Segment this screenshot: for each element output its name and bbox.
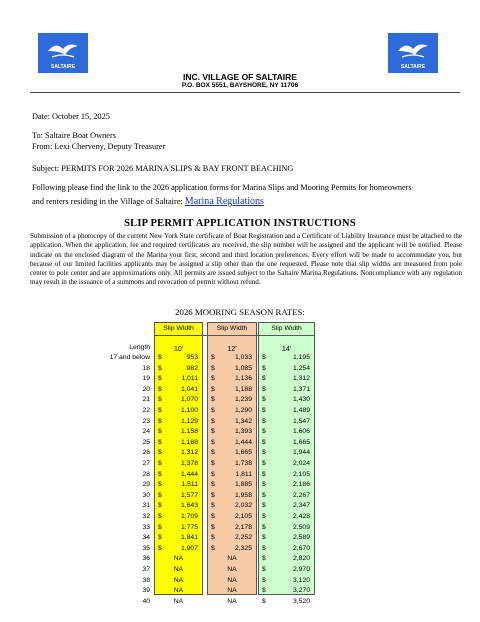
rate-cell: 1,100	[180, 407, 198, 414]
length-cell: 33	[142, 523, 150, 531]
currency-symbol: $	[262, 544, 266, 552]
currency-symbol: $	[211, 470, 215, 478]
currency-symbol: $	[262, 417, 266, 425]
currency-symbol: $	[211, 375, 215, 383]
length-cell: 18	[142, 364, 150, 372]
currency-symbol: $	[262, 513, 266, 520]
letter-subject: Subject: PERMITS FOR 2026 MARINA SLIPS & BAY FRONT BEACHING	[32, 164, 294, 173]
rate-cell: 1,430	[292, 396, 310, 404]
currency-symbol: $	[158, 460, 162, 467]
rate-cell: 2,509	[292, 523, 310, 531]
rate-cell: 1,811	[235, 470, 252, 478]
rate-cell: 1,547	[292, 417, 310, 425]
rate-cell: 2,105	[292, 470, 310, 478]
rate-cell: 3,120	[292, 576, 310, 584]
length-cell: 25	[142, 438, 150, 446]
length-cell: 20	[142, 385, 150, 393]
rate-cell: NA	[173, 555, 184, 563]
letter-to: To: Saltaire Boat Owners	[32, 131, 116, 140]
letterhead-title: INC. VILLAGE OF SALTAIRE	[183, 72, 297, 82]
length-cell: 22	[142, 407, 150, 414]
length-cell: 26	[142, 449, 150, 457]
currency-symbol: $	[158, 364, 162, 372]
rate-cell: 2,670	[292, 544, 310, 552]
rate-cell: 1,511	[181, 481, 198, 489]
column-header: Slip Width	[163, 325, 194, 332]
currency-symbol: $	[211, 417, 215, 425]
currency-symbol: $	[211, 544, 215, 552]
length-cell: 36	[142, 555, 150, 563]
rate-cell: 2,820	[292, 555, 310, 563]
rate-cell: 1,342	[234, 417, 252, 425]
currency-symbol: $	[262, 481, 266, 489]
currency-symbol: $	[262, 502, 266, 510]
rate-cell: 1,033	[234, 354, 252, 361]
length-cell: 38	[142, 576, 150, 584]
length-cell: 24	[142, 428, 150, 436]
rate-cell: 953	[186, 354, 198, 361]
rate-cell: 1,958	[234, 491, 252, 499]
column-header: Slip Width	[271, 325, 302, 332]
currency-symbol: $	[262, 555, 266, 563]
rate-cell: 1,011	[181, 375, 198, 383]
length-cell: 27	[142, 460, 150, 467]
currency-symbol: $	[211, 523, 215, 531]
currency-symbol: $	[158, 354, 162, 361]
rate-cell: 2,252	[234, 534, 252, 542]
currency-symbol: $	[262, 566, 266, 573]
currency-symbol: $	[262, 597, 266, 605]
svg-text:SALTAIRE: SALTAIRE	[400, 64, 426, 70]
rate-cell: 1,195	[292, 354, 310, 361]
rate-cell: 1,606	[292, 428, 310, 436]
currency-symbol: $	[158, 534, 162, 542]
rate-cell: 3,520	[292, 597, 310, 605]
rate-cell: 1,041	[180, 385, 198, 393]
rate-cell: NA	[173, 566, 184, 573]
currency-symbol: $	[262, 428, 266, 436]
length-cell: 37	[142, 566, 150, 573]
currency-symbol: $	[262, 491, 266, 499]
rate-cell: 1,312	[180, 449, 198, 457]
currency-symbol: $	[158, 428, 162, 436]
rate-cell: 2,428	[292, 513, 310, 520]
currency-symbol: $	[158, 375, 162, 383]
rate-cell: 2,024	[292, 460, 310, 467]
length-cell: 29	[142, 481, 150, 489]
rate-cell: 1,444	[234, 438, 252, 446]
currency-symbol: $	[262, 438, 266, 446]
currency-symbol: $	[211, 460, 215, 467]
rate-column-1	[154, 322, 203, 595]
currency-symbol: $	[158, 438, 162, 446]
currency-symbol: $	[158, 449, 162, 457]
currency-symbol: $	[211, 513, 215, 520]
currency-symbol: $	[211, 438, 215, 446]
column-header: Slip Width	[216, 325, 248, 332]
length-cell: 35	[142, 544, 150, 552]
header-divider-line	[154, 335, 315, 336]
village-logo-left	[38, 33, 88, 73]
rate-column-2	[207, 322, 257, 595]
length-cell: 31	[142, 502, 150, 510]
rate-cell: NA	[173, 576, 184, 584]
currency-symbol: $	[211, 364, 215, 372]
currency-symbol: $	[262, 576, 266, 584]
length-cell: 17 and below	[109, 354, 150, 361]
letter-body-line-2	[32, 196, 264, 207]
rate-cell: 982	[186, 364, 198, 372]
slip-width-value: 10'	[173, 344, 184, 353]
village-logo-right	[388, 33, 438, 73]
gull-icon	[38, 33, 88, 73]
rate-cell: 1,393	[234, 428, 252, 436]
header-divider	[30, 92, 460, 93]
currency-symbol: $	[211, 534, 215, 542]
rate-cell: 2,325	[234, 544, 252, 552]
rate-cell: NA	[227, 566, 237, 573]
currency-symbol: $	[262, 470, 266, 478]
rate-cell: 1,254	[292, 364, 310, 372]
length-cell: 39	[142, 587, 150, 595]
rate-cell: 1,577	[180, 491, 198, 499]
rate-cell: 1,944	[292, 449, 310, 457]
currency-symbol: $	[262, 523, 266, 531]
letter-body-line-2-text: and renters residing in the Village of Saltaire:	[32, 197, 185, 206]
slip-width-value: 12'	[227, 344, 237, 353]
currency-symbol: $	[262, 354, 266, 361]
rate-column-3	[258, 322, 315, 595]
currency-symbol: $	[158, 523, 162, 531]
currency-symbol: $	[211, 354, 215, 361]
rate-cell: 1,665	[292, 438, 310, 446]
rate-cell: 2,186	[292, 481, 310, 489]
length-label: Length	[129, 344, 150, 351]
rate-cell: 1,371	[292, 385, 310, 393]
rate-cell: 1,085	[234, 364, 252, 372]
rate-cell: 3,270	[292, 587, 310, 595]
currency-symbol: $	[158, 513, 162, 520]
rate-cell: 1,841	[180, 534, 198, 542]
rate-cell: 1,070	[180, 396, 198, 404]
length-cell: 40	[142, 597, 150, 605]
rate-cell: 1,188	[180, 438, 198, 446]
currency-symbol: $	[158, 491, 162, 499]
rate-cell: 2,105	[234, 513, 252, 520]
currency-symbol: $	[211, 502, 215, 510]
rate-cell: NA	[227, 587, 237, 595]
currency-symbol: $	[211, 491, 215, 499]
currency-symbol: $	[262, 587, 266, 595]
currency-symbol: $	[158, 417, 162, 425]
rate-cell: 1,775	[180, 523, 198, 531]
currency-symbol: $	[211, 428, 215, 436]
marina-regulations-link[interactable]: Marina Regulations	[184, 196, 264, 207]
length-cell: 28	[142, 470, 150, 478]
rate-cell: 1,665	[234, 449, 252, 457]
length-cell: 19	[142, 375, 150, 383]
letter-from: From: Lexi Cherveny, Deputy Treasurer	[32, 142, 166, 151]
slip-width-value: 14'	[281, 344, 292, 353]
currency-symbol: $	[262, 375, 266, 383]
rate-cell: 1,907	[180, 544, 198, 552]
rate-cell: NA	[173, 597, 184, 605]
rate-cell: NA	[227, 597, 237, 605]
rate-cell: NA	[227, 576, 237, 584]
rate-cell: 1,188	[234, 385, 252, 393]
currency-symbol: $	[211, 449, 215, 457]
currency-symbol: $	[211, 385, 215, 393]
currency-symbol: $	[262, 460, 266, 467]
gull-icon	[388, 33, 438, 73]
currency-symbol: $	[158, 385, 162, 393]
rate-cell: 1,643	[180, 502, 198, 510]
length-cell: 32	[142, 513, 150, 520]
currency-symbol: $	[262, 364, 266, 372]
currency-symbol: $	[262, 407, 266, 414]
currency-symbol: $	[158, 502, 162, 510]
rate-cell: 2,589	[292, 534, 310, 542]
currency-symbol: $	[262, 534, 266, 542]
rate-cell: 1,444	[180, 470, 198, 478]
length-cell: 23	[142, 417, 150, 425]
currency-symbol: $	[262, 385, 266, 393]
letter-body-line-1: Following please find the link to the 2026 application forms for Marina Slips and Mooring Permits for homeowners	[32, 183, 412, 192]
length-cell: 21	[142, 396, 150, 404]
currency-symbol: $	[158, 470, 162, 478]
rate-cell: 2,178	[234, 523, 252, 531]
rate-cell: 1,738	[234, 460, 252, 467]
instructions-text: Submission of a photocopy of the current New York State certificate of Boat Registration and a Certificate of Liability Insurance must be attached to the application. When the application, fee and required certificates are received, the slip number will be assigned and the applicant will be notified. Please indicate on the enclosed diagram of the Marina your first, second and third location preferences. Every effort will be made to accommodate you, but because of our limited facilities applicants may be assigned a slip other than the one requested. Please note that slip widths are measured from pole center to pole center and are approximations only. All permits are issued subject to the Saltaire Marina Regulations. Noncompliance with any regulation may result in the issuance of a summons and revocation of permit without refund.	[30, 232, 462, 287]
rate-cell: 1,129	[180, 417, 198, 425]
rates-title: 2026 MOORING SEASON RATES:	[175, 307, 305, 317]
rate-cell: 1,885	[234, 481, 252, 489]
currency-symbol: $	[262, 449, 266, 457]
rate-cell: 1,378	[180, 460, 198, 467]
letter-date: Date: October 15, 2025	[32, 112, 110, 121]
rate-cell: NA	[173, 587, 184, 595]
rate-cell: 1,489	[292, 407, 310, 414]
rate-cell: 2,347	[292, 502, 310, 510]
currency-symbol: $	[158, 544, 162, 552]
length-cell: 30	[142, 491, 150, 499]
currency-symbol: $	[158, 396, 162, 404]
rate-cell: 1,709	[180, 513, 198, 520]
rate-cell: 1,312	[292, 375, 310, 383]
currency-symbol: $	[158, 407, 162, 414]
rate-cell: NA	[227, 555, 237, 563]
instructions-title: SLIP PERMIT APPLICATION INSTRUCTIONS	[124, 218, 356, 229]
currency-symbol: $	[158, 481, 162, 489]
rate-cell: 2,970	[292, 566, 310, 573]
svg-text:SALTAIRE: SALTAIRE	[50, 64, 76, 70]
currency-symbol: $	[211, 396, 215, 404]
letterhead-address: P.O. BOX 5551, BAYSHORE, NY 11706	[181, 82, 299, 89]
rate-cell: 2,032	[234, 502, 252, 510]
rate-cell: 1,239	[234, 396, 252, 404]
length-cell: 34	[142, 534, 150, 542]
currency-symbol: $	[211, 481, 215, 489]
currency-symbol: $	[211, 407, 215, 414]
rate-cell: 2,267	[292, 491, 310, 499]
rate-cell: 1,290	[234, 407, 252, 414]
currency-symbol: $	[262, 396, 266, 404]
rate-cell: 1,158	[180, 428, 198, 436]
rate-cell: 1,136	[234, 375, 252, 383]
